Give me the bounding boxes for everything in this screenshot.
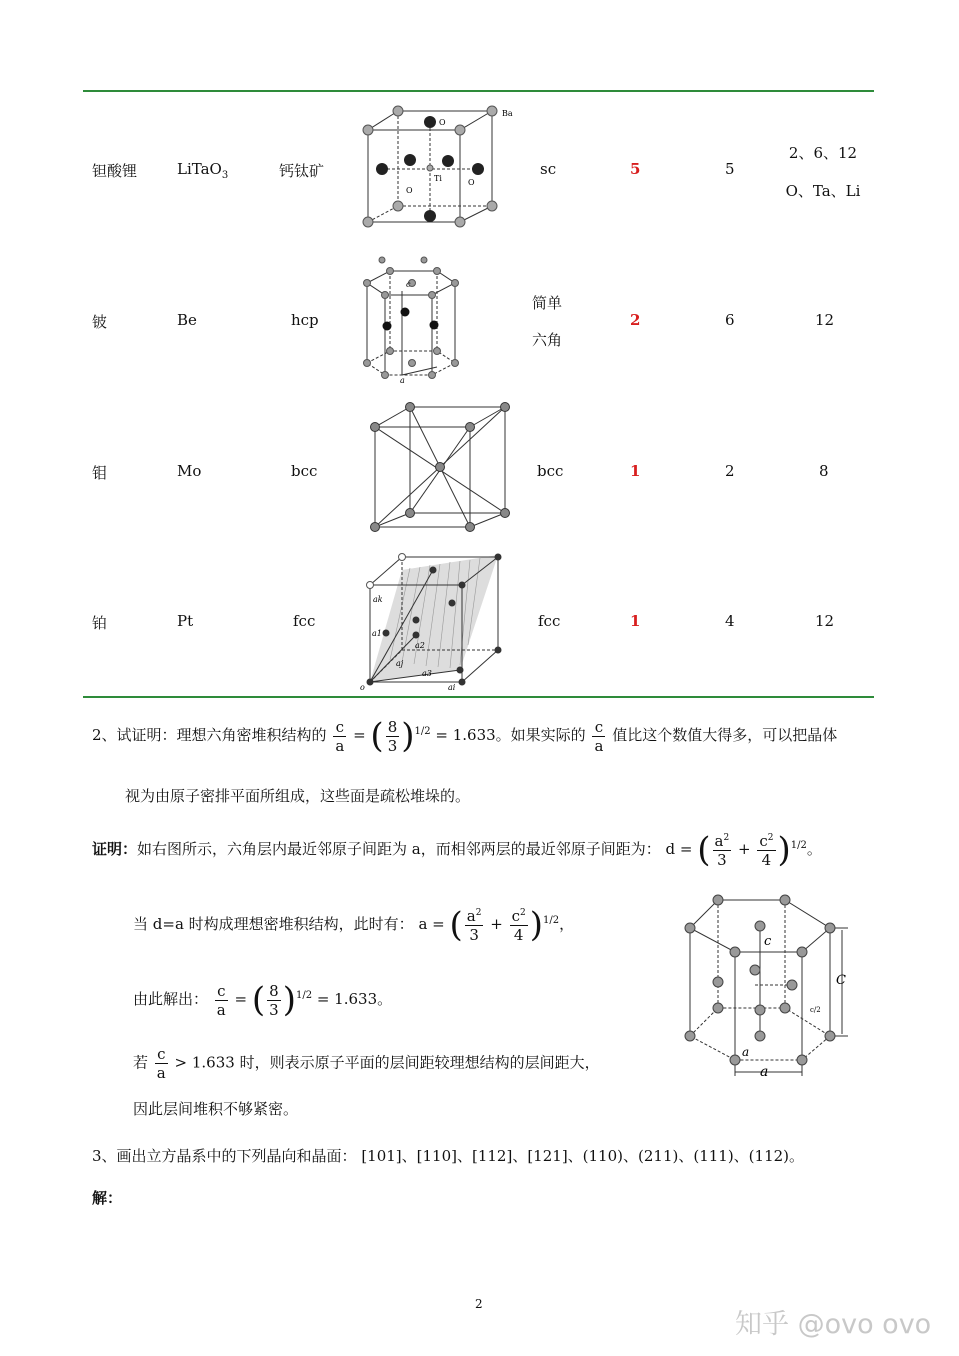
row3-basis: 1: [630, 462, 641, 480]
row1-basis: 5: [630, 160, 641, 178]
fig-o3-label: O: [468, 178, 475, 187]
page-number: 2: [475, 1297, 483, 1311]
bcc-figure: [365, 400, 515, 535]
row3-coord: 8: [819, 462, 829, 480]
answer-label: 解：: [92, 1189, 123, 1207]
row4-name: 铂: [92, 614, 108, 632]
hcp-large-C: C: [836, 973, 846, 988]
row2-lattice1: 简单: [532, 294, 563, 312]
hcp-large-a1: a: [742, 1045, 750, 1059]
row1-atoms: 5: [725, 160, 735, 178]
row2-formula: Be: [177, 311, 197, 329]
proof-step4: 因此层间堆积不够紧密。: [133, 1100, 299, 1118]
proof-line1: 证明：如右图所示，六角层内最近邻原子间距为 a，而相邻两层的最近邻原子间距为： d = ( $\frac{a^2}{3}$ + $\frac{c^2}{4}$ )$^{1/2}$。: [92, 830, 822, 870]
hcp-small-a1: a: [400, 376, 405, 385]
fig-o1-label: O: [439, 118, 446, 127]
row4-lattice: fcc: [538, 612, 561, 630]
hcp-large-figure: [680, 890, 860, 1080]
row4-formula: Pt: [177, 612, 194, 630]
proof-step3: 若 $\frac{c}{a}$ > 1.633 时，则表示原子平面的层间距较理想结构的层间距大，: [133, 1045, 600, 1082]
row2-atoms: 6: [725, 311, 735, 329]
hcp-large-half: c/2: [810, 1006, 821, 1014]
row1-formula: LiTaO$_3$: [177, 160, 229, 181]
row1-structure: 钙钛矿: [279, 162, 325, 180]
hcp-small-figure: [362, 255, 472, 385]
row1-coord1: 2、6、12: [788, 144, 858, 162]
row4-basis: 1: [630, 612, 641, 630]
proof-step2: 由此解出： $\frac{c}{a}$ = ( $\frac{8}{3}$ )$^{1/2}$ = 1.633。: [133, 980, 393, 1020]
row1-name: 钽酸锂: [92, 162, 138, 180]
row3-atoms: 2: [725, 462, 735, 480]
hcp-large-c: c: [764, 934, 772, 949]
row3-structure: bcc: [291, 462, 318, 480]
row3-formula: Mo: [177, 462, 202, 480]
row4-structure: fcc: [293, 612, 316, 630]
fcc-a1: a1: [372, 629, 382, 638]
table-top-rule: [83, 90, 874, 92]
row2-lattice2: 六角: [532, 331, 563, 349]
fig-o2-label: O: [406, 186, 413, 195]
row4-coord: 12: [815, 612, 835, 630]
fcc-a3: a3: [422, 669, 432, 678]
row3-lattice: bcc: [537, 462, 564, 480]
row1-coord2: O、Ta、Li: [785, 182, 861, 200]
watermark: 知乎 @ovo ovo: [735, 1309, 932, 1340]
fcc-ak: ak: [373, 595, 383, 604]
perovskite-figure: [360, 105, 515, 230]
row2-name: 铍: [92, 313, 108, 331]
row3-name: 钼: [92, 464, 108, 482]
fcc-o: o: [360, 683, 365, 692]
fcc-ai: ai: [448, 683, 456, 692]
row2-basis: 2: [630, 311, 641, 329]
q2-line1: 2、试证明：理想六角密堆积结构的 $\frac{c}{a}$ = ( $\frac{8}{3}$ )$^{1/2}$ = 1.633。如果实际的 $\frac{c}{a}$ 值比这个数值大得多，可以把晶体: [92, 716, 838, 756]
row1-lattice: sc: [540, 160, 557, 178]
fcc-a2: a2: [415, 641, 425, 650]
fcc-aj: aj: [396, 659, 404, 668]
fig-ti-label: Ti: [434, 174, 442, 183]
fig-ba-label: Ba: [502, 109, 513, 118]
table-bottom-rule: [83, 696, 874, 698]
row4-atoms: 4: [725, 612, 735, 630]
row2-structure: hcp: [291, 311, 319, 329]
q3-line: 3、画出立方晶系中的下列晶向和晶面： [101]、[110]、[112]、[121]、(110)、(211)、(111)、(112)。: [92, 1147, 805, 1165]
proof-step1: 当 d=a 时构成理想密堆积结构，此时有： a = ( $\frac{a^2}{3}$ + $\frac{c^2}{4}$ )$^{1/2}$，: [133, 905, 575, 945]
q2-line2: 视为由原子密排平面所组成，这些面是疏松堆垛的。: [125, 787, 471, 805]
hcp-large-a: a: [760, 1064, 769, 1080]
row2-coord: 12: [815, 311, 835, 329]
fcc-figure: [360, 550, 510, 695]
hcp-small-c: c: [406, 280, 411, 289]
